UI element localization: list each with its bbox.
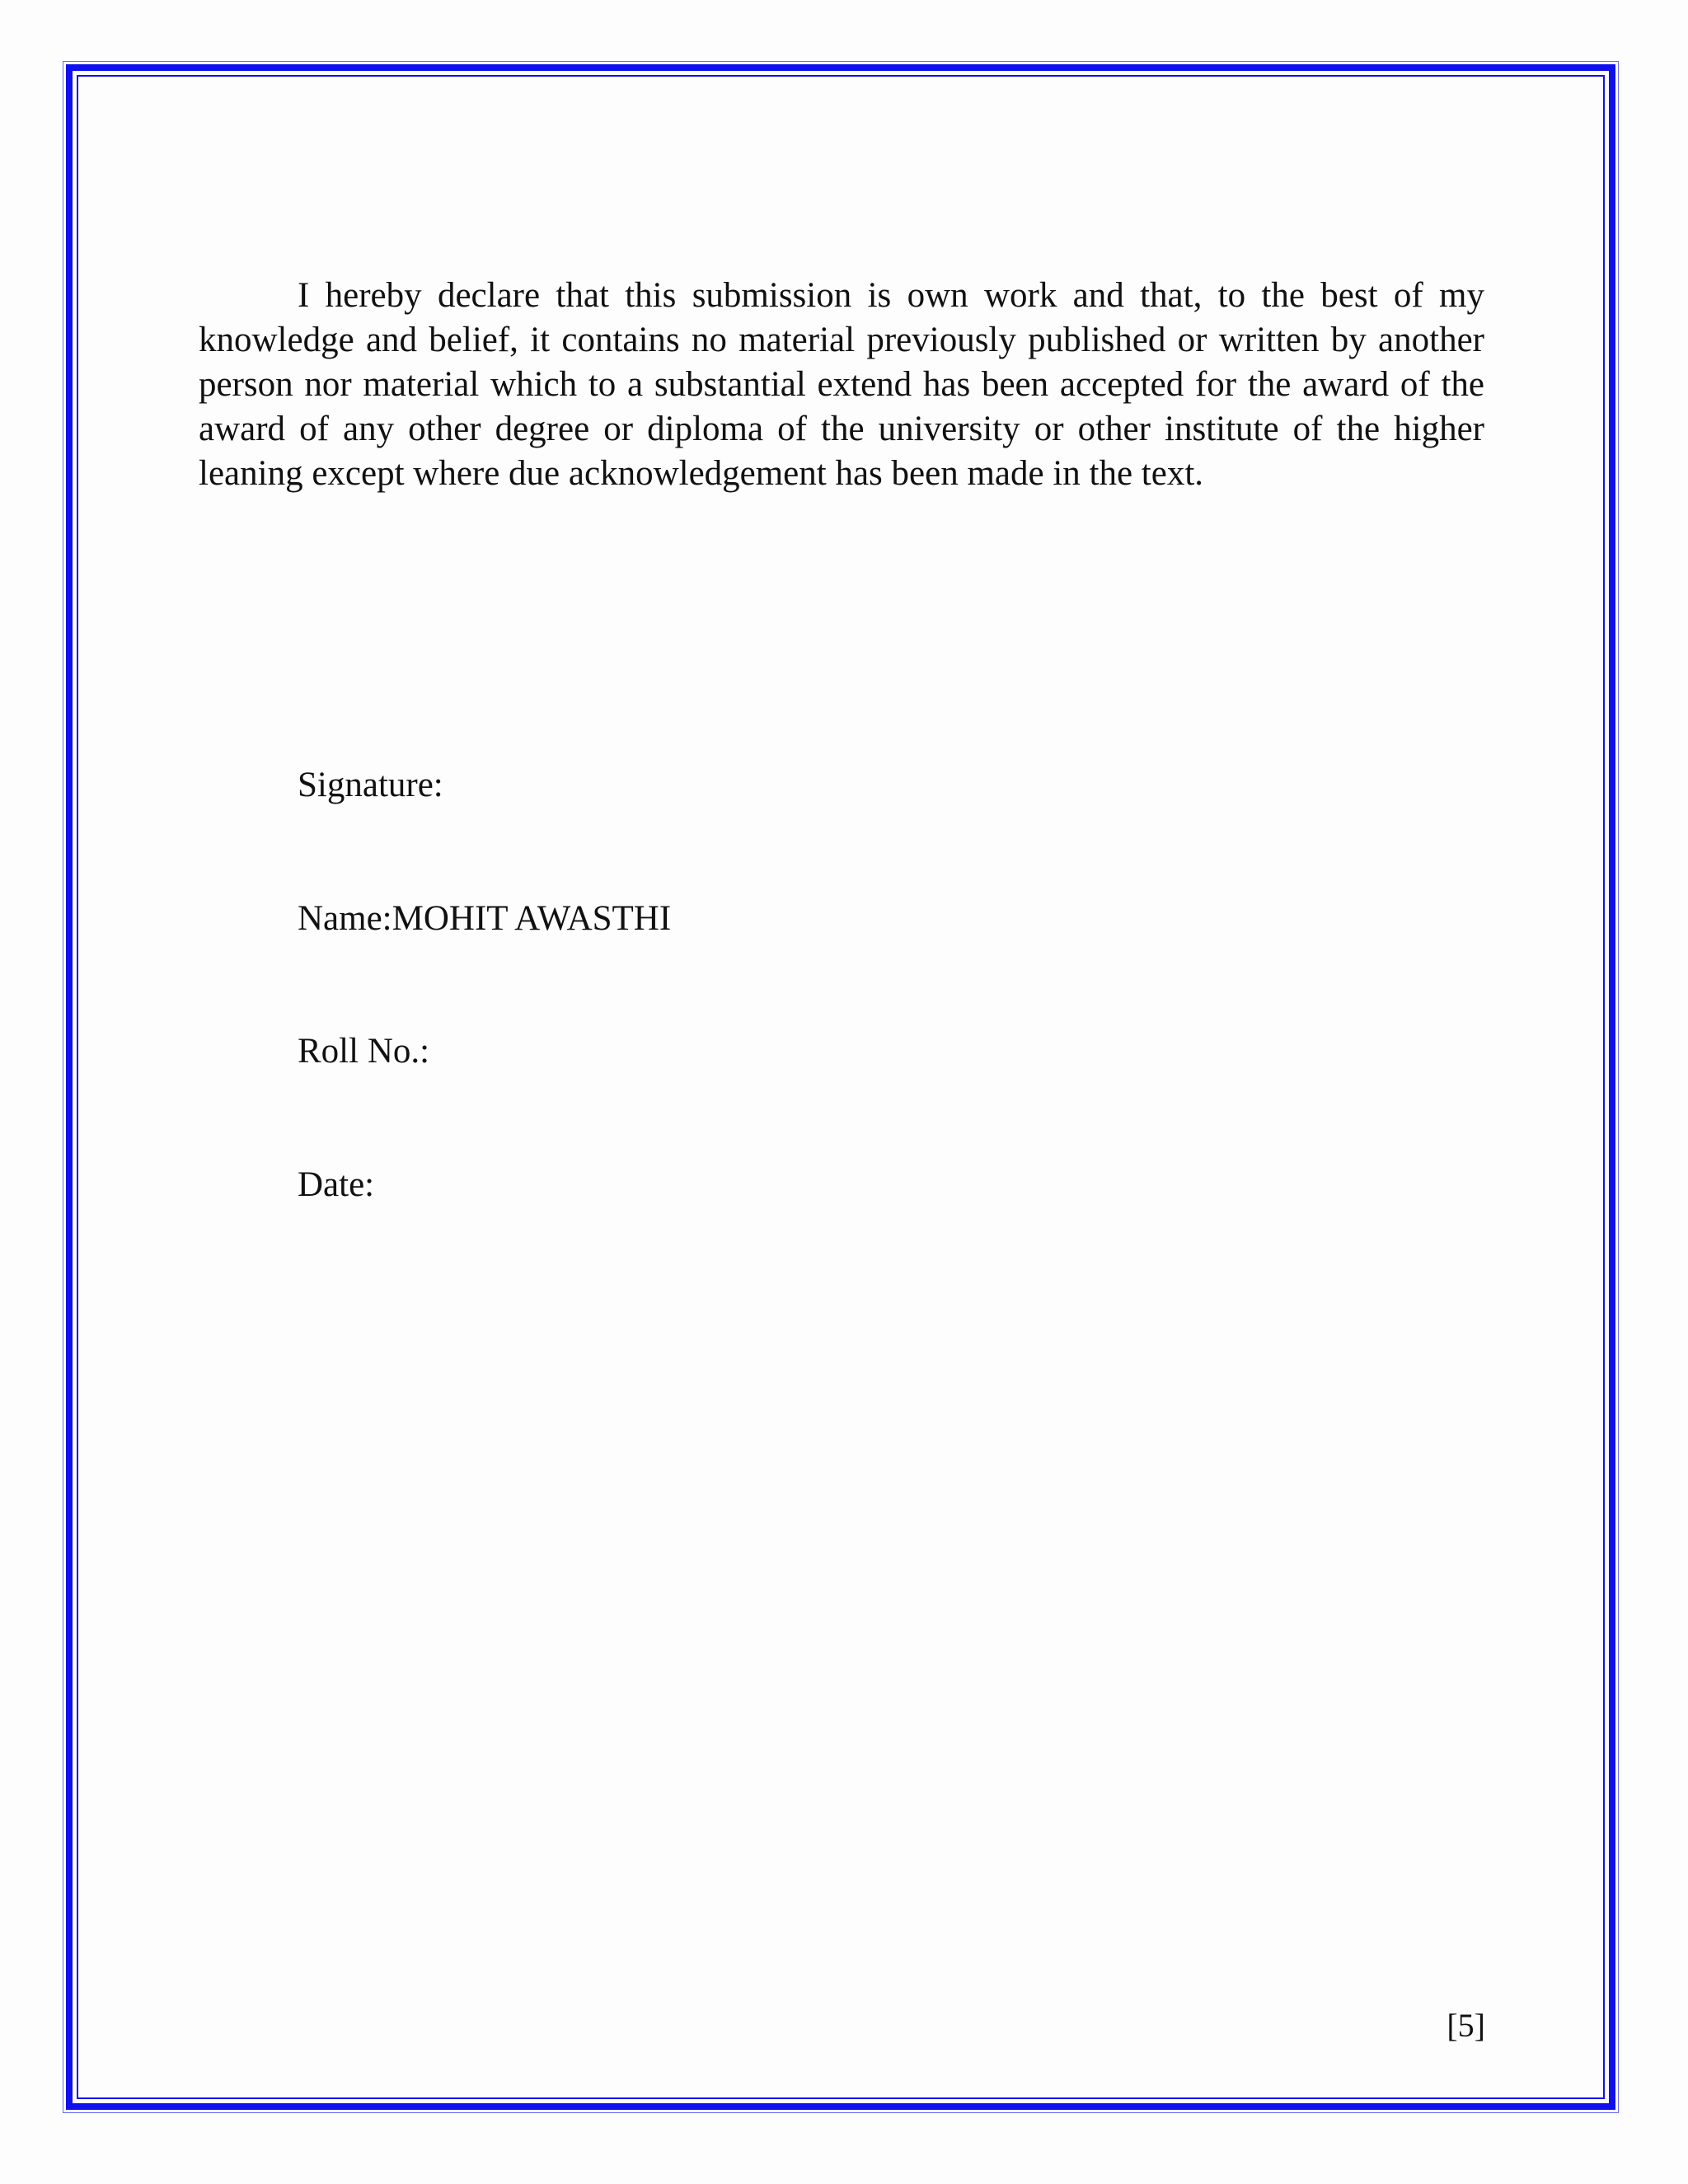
declaration-paragraph: I hereby declare that this submission is own work and that, to the best of my knowledge and belief, it contains no material previously published or written by another person nor material which to a substantial extend has been accepted for the award of the award of any other degree or diploma of the university or other institute of the higher leaning except where due acknowledgement has been made in the text.	[199, 276, 1484, 493]
signature-label: Signature:	[298, 766, 443, 804]
date-label: Date:	[298, 1165, 375, 1204]
name-label: Name:MOHIT AWASTHI	[298, 899, 672, 938]
roll-number-label: Roll No.:	[298, 1032, 430, 1071]
page-number: [5]	[1447, 2007, 1485, 2044]
